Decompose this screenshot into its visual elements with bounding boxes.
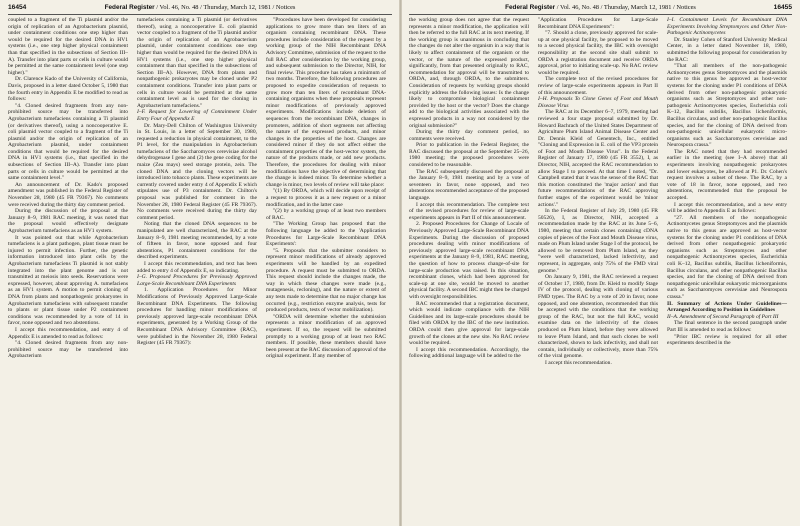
text-column-1 bbox=[8, 17, 128, 523]
paragraph: "Procedures have been developed for considering applications to grow more than ten liters of an organism containing recombinant DNA. These procedures include consideration of the request by a working group of the NIH Recombinant DNA Advisory Committee, submission of the request to the full RAC after consideration by the working group, and subsequent submission to the Director, NIH, for final review. This procedure has taken a minimum of two months. Therefore, the following procedures are proposed to expedite consideration of requests to grow more than ten liters of recombinant DNA-containing organisms when these proposals represent minor modifications of previously approved experiments. Modifications include deletion of sequences from the recombinant DNA, changes in promoters, addition of short segments not affecting the nature of the expressed products, and minor changes in the properties of the host. Changes are considered minor if they do not affect either the containment properties of the host-vector system, the nature of the products made, or add new products. Therefore, the procedures for dealing with minor modifications have the objective of determining that the change is indeed minor. To determine whether a change is minor, two levels of review will take place: bbox=[266, 17, 386, 188]
page-number: 16454 bbox=[8, 4, 27, 11]
text-column-5 bbox=[538, 17, 658, 523]
issue-info: / Vol. 46, No. 48 / Thursday, March 12, 1981 / Notices bbox=[156, 4, 296, 11]
paragraph: The RAC subsequently discussed the proposal at the January 8–9, 1981 meeting and by a vote of seventeen in favor, none opposed, and two abstentions recommended acceptance of the proposed language. bbox=[409, 168, 529, 202]
running-head bbox=[409, 2, 792, 14]
issue-info: / Vol. 46, No. 48 / Thursday, March 12, 1981 / Notices bbox=[556, 4, 696, 11]
paragraph: "4. Cloned desired fragments from any non-prohibited source may be transferred into Agrobacterium tumefaciens containing a Ti plasmid (or derivatives thereof), using a noncooperative E. coli plasmid vector coupled to a fragment of the Ti plasmid and/or the origin of replication of an Agrobacterium plasmid, under containment conditions that would be required for the desired DNA in HV1 systems (i.e., that specified in the subsections of Section III–A). Transfer into plant parts or cells in culture would be permitted at the same containment level." bbox=[8, 102, 128, 182]
paragraph: "ORDA will determine whether the submission represents a minor modification of an approved experiment. If so, the request will be submitted promptly to a working group of at least two RAC members. If possible, these members should have been present at the RAC discussion of approval of the original experiment. If any member of bbox=[266, 313, 386, 360]
section-heading: II–A. Amendment of Second Paragraph of Part III bbox=[667, 313, 779, 320]
text-column-2 bbox=[137, 17, 257, 523]
journal-name: Federal Register bbox=[104, 4, 155, 11]
paragraph: RAC recommended that a registration document, which would indicate compliance with the NIH Guidelines and its large-scale procedures should be filed with ORDA by the IBC of the new institution. ORDA could then give approval for large-scale growth of the clones at the new site. No RAC review would be required. bbox=[409, 300, 529, 347]
running-head bbox=[8, 2, 392, 14]
paragraph: An announcement of Dr. Kado's proposed amendment was published in the Federal Register of November 28, 1980 (45 FR 79367). No comments were received during the thirty day comment period. bbox=[8, 181, 128, 208]
header-rule bbox=[409, 14, 792, 15]
journal-name: Federal Register bbox=[505, 4, 556, 11]
paragraph: Dr. Stanley Cohen of Stanford University Medical Center, in a letter dated November 18, 1980, submitted the following proposal for consideration by the RAC: bbox=[667, 36, 787, 63]
paragraph: "That all members of the non-pathogenic Actinomycetes genus Streptomyces and the plasmids native to this genus be approved as host-vector systems for the cloning under P1 conditions of DNA derived from other non-pathogenic prokaryotic organisms such as Streptomyces and other non-pathogenic Actinomycetes species, Escherichia coli K–12, Bacillus subtilis, Bacillus licheniformis, Bacillus circulans, and other non-pathogenic Bacillus species, and for the cloning of DNA derived from non-pathogenic unicellular eukaryotic micro-organisms such as Saccharomyces cerevisiae and Neurospora crassa." bbox=[667, 63, 787, 149]
text-column-6 bbox=[667, 17, 787, 523]
paragraph: 2. Proposed Procedures for Change of Locale of Previously Approved Large-Scale Recombinant DNA Experiments. During the discussion of proposed procedures dealing with minor modifications of previously approved large-scale recombinant DNA experiments at the January 8–9, 1981, RAC meeting, the question of how to process change-of-site for large-scale production was raised. In this situation, recombinant clones, which had been approved for scale-up at one site, would be moved to another physical facility. A second IBC might then be charged with oversight responsibilities. bbox=[409, 221, 529, 300]
paragraph: During the discussion of the proposal at the January 8–9, 1981 RAC meeting, it was noted that the proposal would effectively designate Agrobacterium tumefaciens as an HV1 system. bbox=[8, 208, 128, 234]
paragraph: The final sentence in the second paragraph under Part III is amended to read as follows: bbox=[667, 320, 787, 333]
paragraph: "(1) By ORDA, which will decide upon receipt of a request to process it as a new request or a minor modification, and in the latter case bbox=[266, 188, 386, 208]
paragraph: The RAC noted that they had recommended earlier in the meeting (see I–A above) that all experiments involving nonpathogenic prokaryotes and lower eukaryotes, be allowed at P1. Dr. Cohen's request involves a subset of these. The RAC, by a vote of 18 in favor, none opposed, and two abstentions, recommended that the proposal be accepted. bbox=[667, 148, 787, 202]
paragraph: Prior to publication in the Federal Register, the RAC discussed the proposal at the September 25–26, 1980 meeting; the proposed procedures were considered to be reasonable. bbox=[409, 142, 529, 169]
paragraph: Noting that the cloned DNA sequences to be manipulated are well characterized, the RAC at the January 8–9, 1981 meeting recommended, by a vote of fifteen in favor, none opposed and four abstentions, P1 containment conditions for the described experiments. bbox=[137, 221, 257, 261]
paragraph: coupled to a fragment of the Ti plasmid and/or the origin of replication of an Agrobacterium plasmid, under containment conditions one step higher than would be required for the desired DNA in HV1 systems (i.e., one step higher physical containment than that specified in the subsections of Section III–A). Transfer into plant parts or cells in culture would be permitted at the same containment level (one step higher)." bbox=[8, 17, 128, 76]
paragraph: 1. Application Procedures for Minor Modifications of Previously Approved Large-Scale Recombinant DNA Experiments. The following procedures for handling minor modifications of previously approved large-scale recombinant DNA experiments, generated by a Working Group of the Recombinant DNA Advisory Committee (RAC), were published in the November 28, 1980 Federal Register (45 FR 79367): bbox=[137, 287, 257, 347]
text-column-3 bbox=[266, 17, 386, 523]
page-number: 16455 bbox=[773, 4, 792, 11]
paragraph: The complete text of the revised procedures for review of large-scale experiments appears in Part II of this announcement. bbox=[538, 76, 658, 96]
paragraph: The RAC at its December 6–7, 1979, meeting had reviewed a four stage proposal submitted by Dr. Howard Bachrach of the United States Department of Agriculture Plum Island Animal Disease Center and Dr. Dennis Kleid of Genentech, Inc., entitled "Cloning and Expression in E. coli of the VP3 protein of Foot and Mouth Disease Virus". In the Federal Register of January 17, 1980 (45 FR 3552), I, as Director, NIH, accepted the RAC recommendation to allow Stage I to proceed. At that time I noted, "Dr. Campbell stated that it was the sense of the RAC that this motion constituted the 'major action' and that future recommendations of the RAC approving further stages of the experiment would be 'minor actions'." bbox=[538, 109, 658, 208]
paragraph: "Application Procedures for Large-Scale Recombinant DNA Experiments": bbox=[538, 17, 658, 30]
paragraph: During the thirty day comment period, no comments were received. bbox=[409, 129, 529, 142]
paragraph: "27. All members of the nonpathogenic Actinomycetes genus Streptomyces and the plasmids native to this genus are approved as host-vector systems for the cloning under P1 conditions of DNA derived from other nonpathogenic prokaryotic organisms such as Streptomyces and other nonpathogenic Actinomycetes species, Escherichia coli K–12, Bacillus subtilis, Bacillus licheniformis, Bacillus circulans, and other nonpathogenic Bacillus species, and for the cloning of DNA derived from nonpathogenic unicellular eukaryotic microorganisms such as Saccharomyces cerevisiae and Neurospora crassa." bbox=[667, 214, 787, 300]
paragraph: It was pointed out that while Agrobacterium tumefaciens is a plant pathogen, plant tissue must be injured to permit infection. Further, the genetic information introduced into plant cells by the Agrobacterium tumefaciens Ti plasmid is not stably integrated into the plant genome and is not transmitted at meiosis into seeds. Reservations were expressed, however, about approving A. tumefaciens as an HV1 system. A motion to permit cloning of DNA from plants and nonpathogenic prokaryotes in Agrobacterium tumefaciens with subsequent transfer to plants or plant tissue under P2 containment conditions was recommended by a vote of 14 in favor, none opposed and two abstentions. bbox=[8, 234, 128, 327]
paragraph: "(2) by a working group of at least two members of RAC. bbox=[266, 208, 386, 221]
paragraph: I accept this recommendation, and text has been added to entry 4 of Appendix E, so indicating. bbox=[137, 260, 257, 274]
paragraph: I accept this recommendation, and a new entry will be added to Appendix E as follows: bbox=[667, 201, 787, 215]
paragraph: Dr. Clarence Kado of the University of California, Davis, proposed in a letter dated October 5, 1980 that the fourth entry in Appendix E be modified to read as follows: bbox=[8, 76, 128, 103]
paragraph: "4. Cloned desired fragments from any non-prohibited source may be transferred into Agrobacterium bbox=[8, 340, 128, 360]
section-heading: I–F. Request for Lowering of Containment Under Entry Four of Appendix E bbox=[137, 109, 257, 122]
section-heading: I–G. Proposed Procedures for Previously Approved Large-Scale Recombinant DNA Experiments bbox=[137, 274, 257, 287]
paragraph: "Prior IBC review is required for all other experiments described in the bbox=[667, 333, 787, 347]
section-heading: II. Summary of Actions Under Guidelines—Arranged According to Position in Guidelines bbox=[667, 300, 787, 314]
paragraph: the working group does not agree that the request represents a minor modification, the application will then be referred to the full RAC at its next meeting. If the working group is unanimous in concluding that the changes do not alter the organism in a way that is likely to affect containment of the organism or the vector, or the nature of the expressed product, significantly, from that presented originally to RAC, recommendation for approval will be transmitted to ORDA, and, through ORDA, to the submitters. Consideration of requests by working groups should explicitly address the following issues: Is the change likely to compromise biological containment provided by the host or the vector? Does the change add to the biological activities associated with the expressed products in a way not considered by the original submission?" bbox=[409, 17, 529, 129]
paragraph: I accept this recommendation, and entry 4 of Appendix E is amended to read as follows: bbox=[8, 326, 128, 340]
text-column-4 bbox=[409, 17, 529, 523]
paragraph: "The Working Group has proposed that the following language be added to the 'Application Procedures for Large-Scale Recombinant DNA Experiments': bbox=[266, 221, 386, 248]
paragraph: "5. Proposals that the submitter considers to represent minor modifications of already approved experiments will be handled by an expedited procedure. A request must be submitted to ORDA. This request should include the changes made, the way in which these changes were made (e.g., mutagenesis, recloning), and the nature or extent of any tests made to determine that no major change has occurred (e.g., restriction enzyme analysis, tests for produced products, tests of vector mobilization). bbox=[266, 247, 386, 314]
header-rule bbox=[8, 14, 392, 15]
page-header bbox=[8, 2, 392, 14]
paragraph: tumefaciens containing a Ti plasmid (or derivatives thereof), using a noncooperative E. coli plasmid vector coupled to a fragment of the Ti plasmid and/or the origin of replication of an Agrobacterium plasmid, under containment conditions one step higher than would be required for the desired DNA in HV1 systems (i.e., one step higher physical containment than that specified in the subsections of Section III–A). However, DNA from plants and nonpathogenic prokaryotes may be cloned under P2 containment conditions. Transfer into plant parts or cells in culture would be permitted at the same containment level as is used for the cloning in Agrobacterium tumefaciens." bbox=[137, 17, 257, 109]
paragraph: Dr. Mary-Dell Chilton of Washington University in St. Louis, in a letter of September 30, 1980, requested a reduction in physical containment, to the P1 level, for the manipulation in Agrobacterium tumefaciens of the Saccharomyces cerevisiae alcohol dehydrogenase I gene and (2) the gene coding for the maize (Zea mays) seed storage protein, zein. The cloned DNA and the cloning vectors will be introduced into tobacco plants. These experiments are currently covered under entry 4 of Appendix E which stipulates use of P3 containment. Dr. Chilton's proposal was published for comment in the November 28, 1980 Federal Register (45 FR 79367). No comments were received during the thirty day comment period. bbox=[137, 122, 257, 221]
paragraph: "7. Should a clone, previously approved for scale-up at one physical facility, be proposed to be moved to a second physical facility, the IBC with oversight responsibility at the second site shall submit to ORDA a registration document and receive ORDA approval, prior to initiating scale-up. No RAC review would be required. bbox=[538, 30, 658, 76]
right-page bbox=[401, 0, 800, 526]
paragraph: I accept this recommendation. Accordingly, the following additional language will be added to the bbox=[409, 346, 529, 360]
paragraph: I accept this recommendation. The complete text of the revised procedures for review of large-scale experiments appears in Part II of this announcement. bbox=[409, 201, 529, 221]
section-heading: I–I. Containment Levels for Recombinant DNA Experiments Involving Streptomyces and Other Non-Pathogenic Actinomycetes bbox=[667, 17, 787, 37]
paragraph: On January 9, 1981, the RAC reviewed a request of October 17, 1980, from Dr. Kleid to modify Stage IV of the protocol, dealing with cloning of various FMD types. The RAC by a vote of 20 in favor, none opposed, and one abstention, recommended that this be accepted with the conditions that the working group of the RAC, but not the full RAC, would examine data on the infectivity of the clones produced on Plum Island, before they were allowed to leave Plum Island, and that such clones be well characterized, shown to lack infectivity, and shall not contain, individually or collectively, more than 75% of the viral genome. bbox=[538, 274, 658, 360]
paragraph: I accept this recommendation. bbox=[545, 359, 612, 366]
section-heading: I–H. Proposals To Clone Genes of Foot and Mouth Disease Virus bbox=[538, 96, 658, 109]
paragraph: In the Federal Register of July 29, 1980 (45 FR 50526), I, as Director, NIH, accepted a recommendation made by the RAC at its June 5–6, 1980, meeting that certain clones containing cDNA copies of pieces of the Foot and Mouth Disease virus, made on Plum Island under Stage I of the protocol, be allowed to be removed from Plum Island, as they "were well characterized, lacked infectivity, and represent, in aggregate, only 75% of the FMD viral genome." bbox=[538, 208, 658, 274]
page-header bbox=[409, 2, 792, 14]
